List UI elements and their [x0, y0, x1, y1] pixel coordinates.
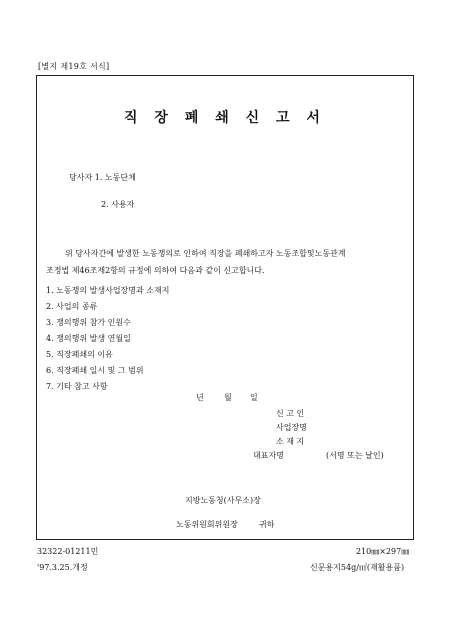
recipient-suffix: 귀하: [259, 520, 275, 529]
representative-label: 대표자명: [253, 451, 284, 460]
date-month: 월: [224, 393, 232, 402]
item-5: 5. 직장폐쇄의 이유: [46, 350, 113, 359]
footer-size: 210㎜×297㎜: [356, 547, 410, 556]
footer-code: 32322-01211민: [37, 547, 99, 556]
item-6: 6. 직장폐쇄 일시 및 그 범위: [46, 366, 144, 375]
workplace-label: 사업장명: [276, 423, 307, 432]
item-7: 7. 기타 참고 사항: [46, 382, 108, 391]
form-title: 직 장 폐 쇄 신 고 서: [124, 110, 326, 126]
item-1: 1. 노동쟁의 발생사업장명과 소재지: [46, 286, 170, 295]
sign-note: (서명 또는 날인): [326, 451, 384, 460]
recipient-commission: 노동위원회위원장: [176, 520, 238, 529]
party-labor-union: 당사자 1. 노동단체: [69, 173, 136, 182]
address-label: 소 재 지: [276, 437, 305, 446]
recipient-office: 지방노동청(사무소)장: [185, 496, 261, 505]
body-line-2: 조정법 제46조제2항의 규정에 의하여 다음과 같이 신고합니다.: [46, 266, 265, 275]
item-2: 2. 사업의 종류: [46, 302, 98, 311]
footer-revised: '97.3.25.개정: [37, 563, 88, 572]
reporter-label: 신 고 인: [276, 409, 305, 418]
body-line-1: 위 당사자간에 발생한 노동쟁의로 인하여 직장을 폐쇄하고자 노동조합및노동관계: [65, 249, 346, 258]
date-day: 일: [250, 393, 258, 402]
form-number: [별지 제19호 서식]: [38, 62, 110, 71]
item-4: 4. 쟁의행위 발생 연월일: [46, 334, 131, 343]
item-3: 3. 쟁의행위 참가 인원수: [46, 318, 131, 327]
footer-paper: 신문용지54g/㎡(재활용품): [310, 563, 405, 572]
party-employer: 2. 사용자: [101, 200, 135, 209]
date-year: 년: [196, 393, 204, 402]
